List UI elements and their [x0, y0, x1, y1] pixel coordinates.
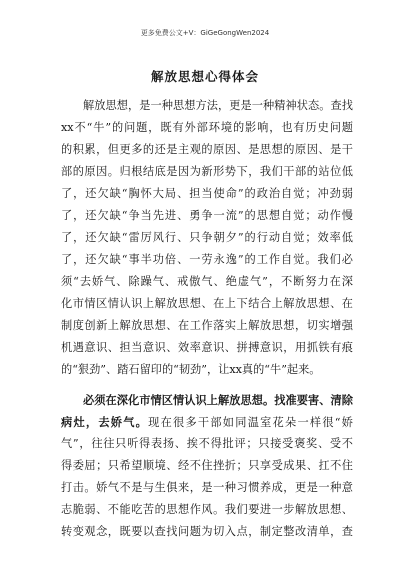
paragraph-line: xx不“牛”的问题，既有外部环境的影响，也有历史问题 [61, 121, 353, 134]
paragraph-line: 转变观念，既要以查找问题为切入点，制定整改清单，查 [61, 525, 353, 538]
paragraph-line [61, 411, 353, 433]
paragraph-line: 的积累，但更多的还是主观的原因、是思想的原因、是干 [61, 143, 353, 156]
paragraph-line: 气”，往往只听得表扬、挨不得批评；只接受褒奖、受不 [61, 437, 353, 450]
paragraph-gap [61, 381, 353, 389]
paragraph-line: 了，还欠缺“事半功倍、一劳永逸”的工作自觉。我们必 [61, 253, 353, 266]
section-heading-line: 必须在深化市情区情认识上解放思想。找准要害、清除 [83, 393, 353, 407]
paragraph-line: 机遇意识、担当意识、效率意识、拼搏意识，用抓铁有痕 [61, 341, 353, 354]
page-title: 解放思想心得体会 [150, 69, 259, 84]
paragraph-line: 解放思想，是一种思想方法，更是一种精神状态。查找 [83, 99, 353, 112]
paragraph-line: 须“去娇气、除躁气、戒傲气、绝虚气”，不断努力在深 [61, 275, 353, 288]
paragraph-line: 的“狠劲”、踏石留印的“韧劲”，让xx真的“牛”起来。 [61, 363, 321, 376]
paragraph-line: 化市情区情认识上解放思想、在上下结合上解放思想、在 [61, 297, 353, 310]
paragraph-line: 志脆弱、不能吃苦的思想作风。我们要进一步解放思想、 [61, 503, 353, 516]
paragraph-line: 了，还欠缺“雷厉风行、只争朝夕”的行动自觉；效率低 [61, 231, 353, 244]
paragraph-line: 了，还欠缺“胸怀大局、担当使命”的政治自觉；冲劲弱 [61, 187, 353, 200]
document-body [61, 95, 353, 543]
watermark-text: 更多免费公文+V：GiGeGongWen2024 [140, 29, 270, 37]
paragraph-line: 得委屈；只希望顺境、经不住挫折；只享受成果、扛不住 [61, 459, 353, 472]
section-heading-tail: 病灶，去娇气。 [61, 415, 149, 429]
paragraph-line: 部的原因。归根结底是因为新形势下，我们干部的站位低 [61, 165, 353, 178]
paragraph-line: 制度创新上解放思想、在工作落实上解放思想，切实增强 [61, 319, 353, 332]
paragraph-line: 了，还欠缺“争当先进、勇争一流”的思想自觉；动作慢 [61, 209, 353, 222]
paragraph-text: 现在很多干部如同温室花朵一样很“娇 [148, 416, 353, 429]
paragraph-line: 打击。娇气不是与生俱来，是一种习惯养成，更是一种意 [61, 481, 353, 494]
